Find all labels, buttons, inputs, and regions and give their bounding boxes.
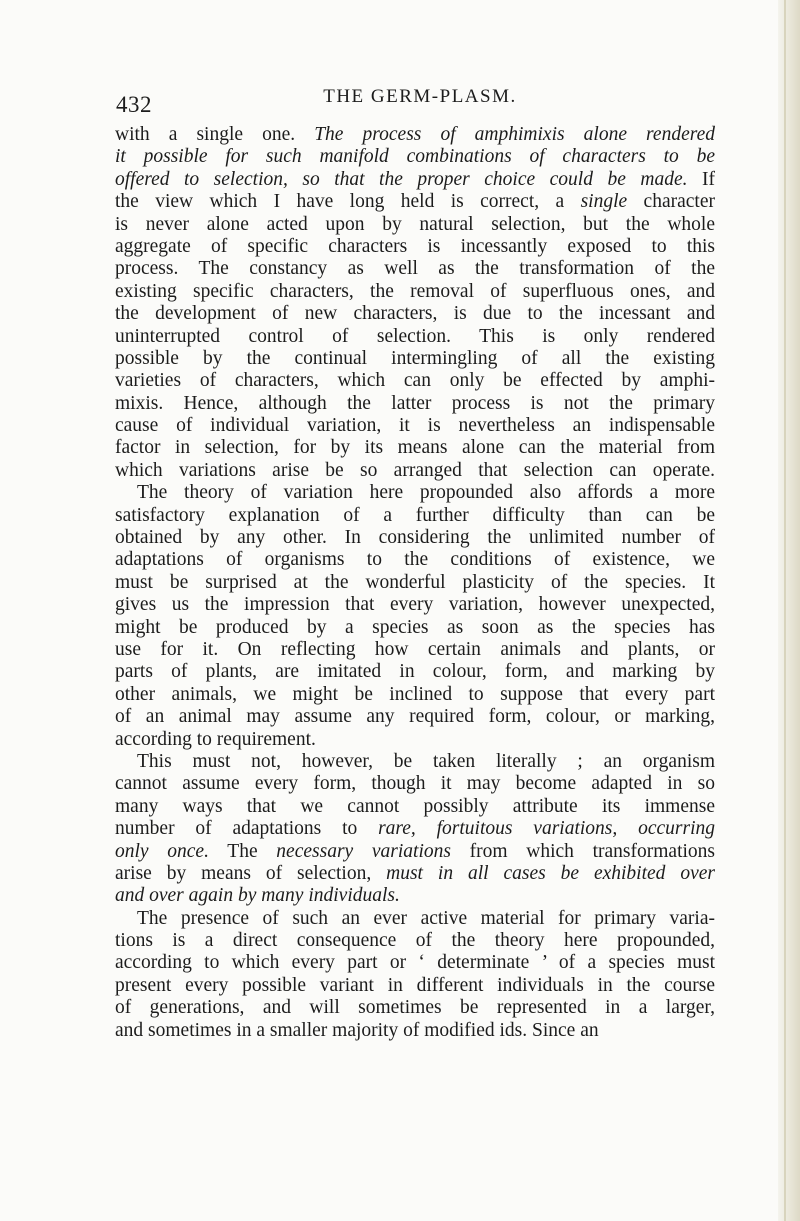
text-line xyxy=(115,706,715,728)
text-segment: uninterrupted control of selection. This is only rendered xyxy=(115,325,715,347)
text-segment: The presence of such an ever active material for primary varia- xyxy=(137,907,715,929)
text-line xyxy=(115,975,715,997)
text-segment: from which transformations xyxy=(450,840,715,862)
text-segment: according to requirement. xyxy=(115,728,316,750)
text-segment: obtained by any other. In considering the unlimited number of xyxy=(115,527,715,549)
text-line xyxy=(115,393,715,415)
text-segment: arise by means of selection, xyxy=(115,862,387,884)
italic-text: single xyxy=(580,191,628,213)
text-line xyxy=(115,729,715,751)
text-segment: might be produced by a species as soon as the species has xyxy=(115,616,715,638)
text-line xyxy=(115,348,715,370)
text-line xyxy=(115,818,715,840)
text-segment: is never alone acted upon by natural selection, but the whole xyxy=(115,213,715,235)
text-line xyxy=(115,281,715,303)
text-line xyxy=(115,997,715,1019)
text-segment: tions is a direct consequence of the theory here propounded, xyxy=(115,930,715,952)
body-text xyxy=(115,124,715,1042)
text-segment: use for it. On reflecting how certain animals and plants, or xyxy=(115,638,715,660)
italic-text: offered to selection, so that the proper choice could be made. xyxy=(115,168,688,190)
text-segment: the development of new characters, is due to the incessant and xyxy=(115,303,715,325)
text-line xyxy=(115,751,715,773)
italic-text: it possible for such manifold combinations of characters to be xyxy=(115,146,715,168)
text-line xyxy=(115,661,715,683)
running-title: THE GERM-PLASM. xyxy=(323,86,517,107)
text-segment: of generations, and will sometimes be represented in a larger, xyxy=(115,997,715,1019)
text-segment: mixis. Hence, although the latter process is not the primary xyxy=(115,392,715,414)
text-segment: and sometimes in a smaller majority of modified ids. Since an xyxy=(115,1019,599,1041)
text-line xyxy=(115,505,715,527)
italic-text: rare, fortuitous variations, occurring xyxy=(378,818,715,840)
page-edge-shadow xyxy=(778,0,800,1221)
text-segment: adaptations of organisms to the conditions of existence, we xyxy=(115,549,715,571)
text-line xyxy=(115,326,715,348)
text-line xyxy=(115,684,715,706)
text-segment: gives us the impression that every variation, however unexpected, xyxy=(115,594,715,616)
text-segment: which variations arise be so arranged that selection can operate. xyxy=(115,459,715,481)
text-segment: with a single one. xyxy=(115,124,315,145)
text-line xyxy=(115,594,715,616)
text-segment: parts of plants, are imitated in colour, form, and marking by xyxy=(115,661,715,683)
text-segment: This must not, however, be taken literally ; an organism xyxy=(137,750,715,772)
text-line xyxy=(115,549,715,571)
italic-text: only once. xyxy=(115,840,209,862)
italic-text: The process of amphimixis alone rendered xyxy=(314,124,715,145)
text-segment: character xyxy=(627,191,715,213)
text-line xyxy=(115,1020,715,1042)
text-line xyxy=(115,527,715,549)
text-line xyxy=(115,482,715,504)
text-line xyxy=(115,191,715,213)
italic-text: must in all cases be exhibited over xyxy=(386,862,715,884)
text-segment: possible by the continual intermingling of all the existing xyxy=(115,347,715,369)
text-line xyxy=(115,908,715,930)
text-line xyxy=(115,124,715,146)
text-line xyxy=(115,773,715,795)
text-line xyxy=(115,930,715,952)
text-segment: according to which every part or ‘ determinate ’ of a species must xyxy=(115,952,715,974)
text-segment: process. The constancy as well as the transformation of the xyxy=(115,258,715,280)
text-segment: many ways that we cannot possibly attribute its immense xyxy=(115,795,715,817)
text-line xyxy=(115,841,715,863)
text-segment: other animals, we might be inclined to suppose that every part xyxy=(115,683,715,705)
text-segment: The xyxy=(208,840,277,862)
text-segment: cause of individual variation, it is nevertheless an indispensable xyxy=(115,415,715,437)
text-line xyxy=(115,415,715,437)
text-segment: The theory of variation here propounded also affords a more xyxy=(137,482,715,504)
text-segment: varieties of characters, which can only be effected by amphi- xyxy=(115,370,715,392)
text-line xyxy=(115,303,715,325)
text-segment: cannot assume every form, though it may become adapted in so xyxy=(115,773,715,795)
italic-text: necessary variations xyxy=(276,840,451,862)
text-line xyxy=(115,572,715,594)
text-line xyxy=(115,169,715,191)
text-line xyxy=(115,258,715,280)
text-segment: the view which I have long held is correct, a xyxy=(115,191,581,213)
italic-text: and over again by many individuals. xyxy=(115,885,400,907)
text-line xyxy=(115,437,715,459)
text-line xyxy=(115,863,715,885)
text-segment: factor in selection, for by its means alone can the material from xyxy=(115,437,715,459)
page-number: 432 xyxy=(116,92,152,117)
text-line xyxy=(115,639,715,661)
text-segment: present every possible variant in different individuals in the course xyxy=(115,974,715,996)
text-segment: If xyxy=(687,168,715,190)
page-edge-line xyxy=(784,0,786,1221)
text-line xyxy=(115,460,715,482)
text-line xyxy=(115,796,715,818)
text-segment: of an animal may assume any required form, colour, or marking, xyxy=(115,706,715,728)
text-line xyxy=(115,214,715,236)
text-line xyxy=(115,236,715,258)
text-segment: number of adaptations to xyxy=(115,818,379,840)
text-line xyxy=(115,617,715,639)
text-line xyxy=(115,146,715,168)
text-line xyxy=(115,370,715,392)
text-segment: existing specific characters, the removal of superfluous ones, and xyxy=(115,280,715,302)
text-segment: must be surprised at the wonderful plasticity of the species. It xyxy=(115,571,715,593)
text-line xyxy=(115,952,715,974)
text-segment: aggregate of specific characters is incessantly exposed to this xyxy=(115,235,715,257)
text-line xyxy=(115,885,715,907)
text-segment: satisfactory explanation of a further difficulty than can be xyxy=(115,504,715,526)
